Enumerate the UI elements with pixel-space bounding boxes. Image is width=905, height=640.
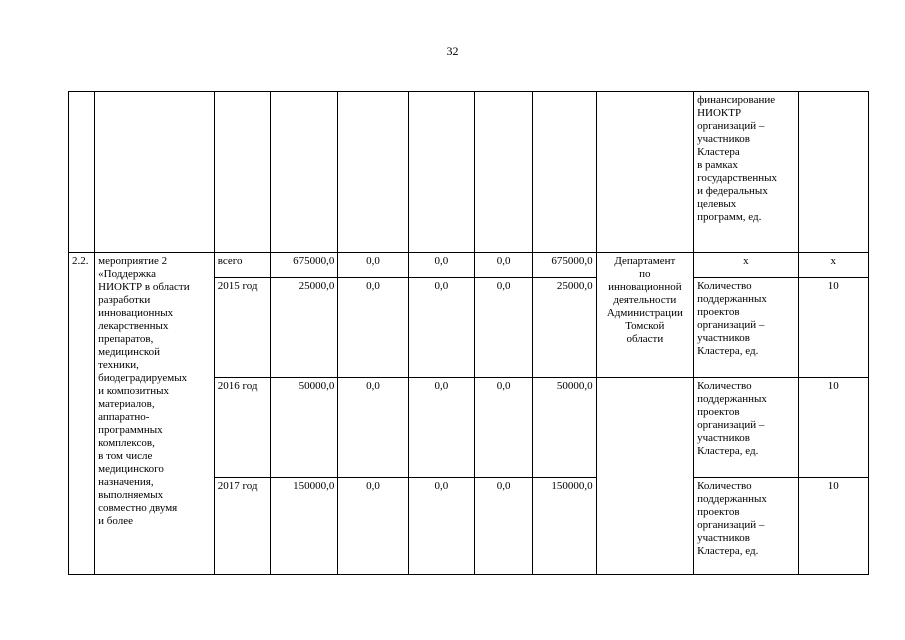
value-cell: 0,0 bbox=[408, 478, 474, 575]
value-cell: 0,0 bbox=[475, 478, 533, 575]
indicator-cell: Количество поддержанных проектов организаций – участников Кластера, ед. bbox=[694, 478, 799, 575]
item-number: 2.2. bbox=[69, 253, 95, 575]
value-cell: 0,0 bbox=[408, 278, 474, 378]
executor-cell: Департамент по инновационной деятельности Администрации Томской области bbox=[596, 253, 693, 378]
indicator-cell: Количество поддержанных проектов организаций – участников Кластера, ед. bbox=[694, 278, 799, 378]
value-cell: 0,0 bbox=[408, 253, 474, 278]
value-cell: 0,0 bbox=[408, 378, 474, 478]
indicator-cell: Количество поддержанных проектов организаций – участников Кластера, ед. bbox=[694, 378, 799, 478]
empty-cell bbox=[596, 378, 693, 575]
empty-cell bbox=[408, 92, 474, 253]
value-cell: 0,0 bbox=[338, 278, 408, 378]
total-cell: 25000,0 bbox=[271, 278, 338, 378]
total-cell: 675000,0 bbox=[271, 253, 338, 278]
empty-cell bbox=[596, 92, 693, 253]
period-cell: 2017 год bbox=[214, 478, 270, 575]
value-cell: 150000,0 bbox=[533, 478, 596, 575]
continuation-row bbox=[69, 92, 869, 253]
value-cell: 0,0 bbox=[475, 253, 533, 278]
indicator-value: 10 bbox=[798, 478, 868, 575]
indicator-value: 10 bbox=[798, 378, 868, 478]
value-cell: 0,0 bbox=[475, 378, 533, 478]
empty-cell bbox=[271, 92, 338, 253]
value-cell: 0,0 bbox=[338, 253, 408, 278]
value-cell: 0,0 bbox=[338, 378, 408, 478]
table-row bbox=[69, 253, 869, 278]
empty-cell bbox=[214, 92, 270, 253]
item-description: мероприятие 2 «Поддержка НИОКТР в области разработки инновационных лекарственных препаратов, медицинской техники, биодеградируемых и композитных материалов, аппаратно- программных комплексов, в том числе медицинского назначения, выполняемых совместно двумя и более bbox=[95, 253, 215, 575]
page-number: 32 bbox=[446, 44, 459, 58]
empty-cell bbox=[69, 92, 95, 253]
empty-cell bbox=[338, 92, 408, 253]
empty-cell bbox=[475, 92, 533, 253]
indicator-cell: х bbox=[694, 253, 799, 278]
program-table bbox=[68, 91, 869, 575]
value-cell: 50000,0 bbox=[533, 378, 596, 478]
value-cell: 675000,0 bbox=[533, 253, 596, 278]
empty-cell bbox=[798, 92, 868, 253]
indicator-value: 10 bbox=[798, 278, 868, 378]
indicator-value: х bbox=[798, 253, 868, 278]
total-cell: 150000,0 bbox=[271, 478, 338, 575]
value-cell: 0,0 bbox=[475, 278, 533, 378]
empty-cell bbox=[533, 92, 596, 253]
period-cell: всего bbox=[214, 253, 270, 278]
value-cell: 0,0 bbox=[338, 478, 408, 575]
period-cell: 2015 год bbox=[214, 278, 270, 378]
total-cell: 50000,0 bbox=[271, 378, 338, 478]
period-cell: 2016 год bbox=[214, 378, 270, 478]
empty-cell bbox=[95, 92, 215, 253]
value-cell: 25000,0 bbox=[533, 278, 596, 378]
indicator-cell: финансирование НИОКТР организаций – участников Кластера в рамках государственных и федеральных целевых программ, ед. bbox=[694, 92, 799, 253]
